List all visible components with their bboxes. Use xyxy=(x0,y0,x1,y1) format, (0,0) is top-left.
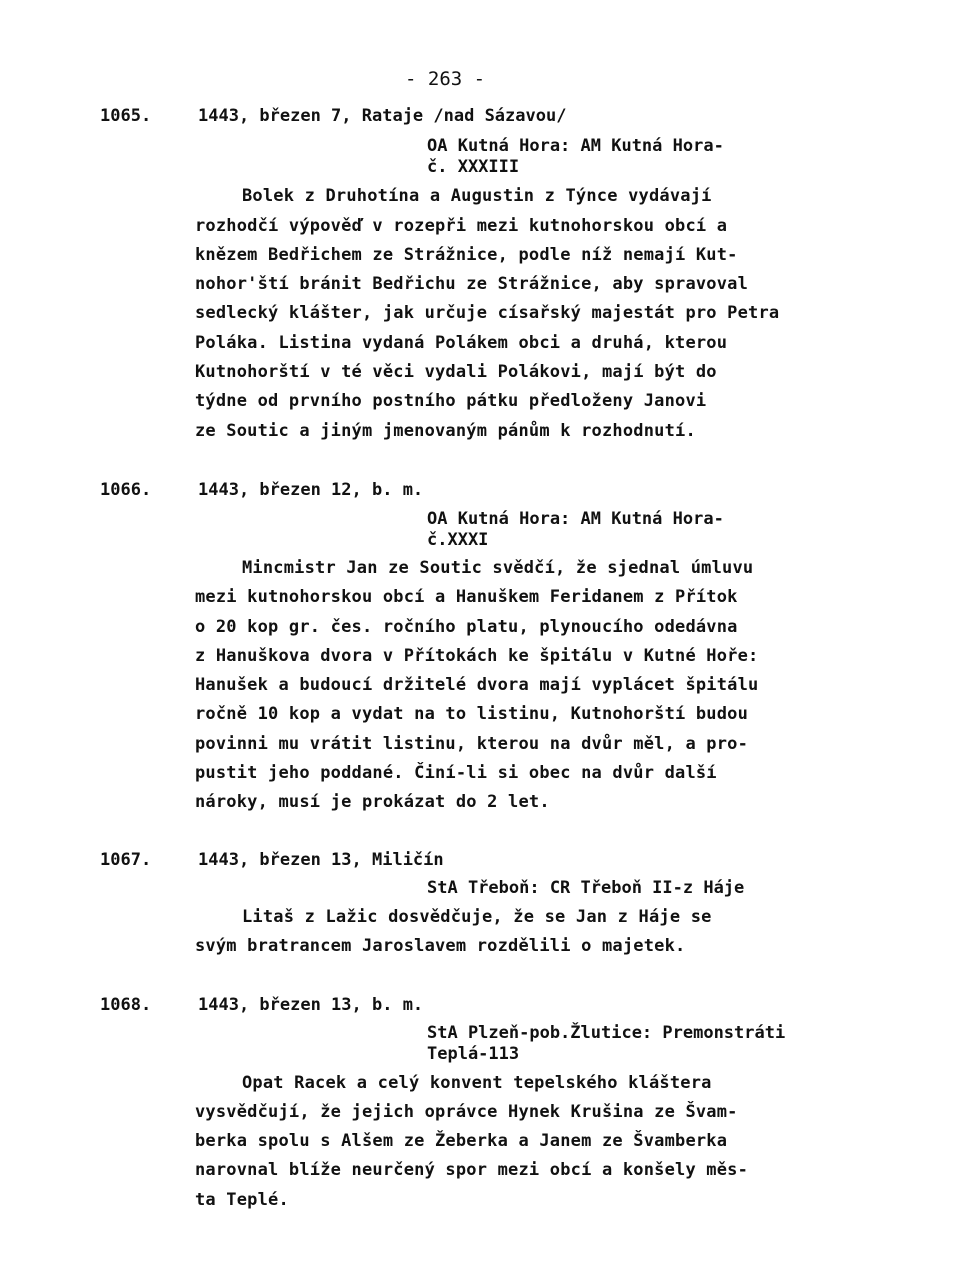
body-line: povinni mu vrátit listinu, kterou na dvůr měl, a pro- xyxy=(195,734,749,754)
entry-heading: 1443, březen 13, b. m. xyxy=(198,995,424,1015)
body-line: ze Soutic a jiným jmenovaným pánům k rozhodnutí. xyxy=(195,421,696,441)
body-line: berka spolu s Alšem ze Žeberka a Janem ze Švamberka xyxy=(195,1131,728,1151)
body-line: nároky, musí je prokázat do 2 let. xyxy=(195,792,550,812)
body-line: Mincmistr Jan ze Soutic svědčí, že sjednal úmluvu xyxy=(242,558,754,578)
entry-number: 1067. xyxy=(100,850,152,870)
body-line: rozhodčí výpověď v rozepři mezi kutnohorskou obcí a xyxy=(195,216,728,236)
body-line: Poláka. Listina vydaná Polákem obci a druhá, kterou xyxy=(195,333,728,353)
body-line: nohor'ští bránit Bedřichu ze Strážnice, aby spravoval xyxy=(195,274,749,294)
archive-reference: č.XXXI xyxy=(427,530,489,550)
entry-number: 1066. xyxy=(100,480,152,500)
body-line: pustit jeho poddané. Činí-li si obec na dvůr další xyxy=(195,763,717,783)
body-line: ročně 10 kop a vydat na to listinu, Kutnohorští budou xyxy=(195,704,749,724)
page-number: - 263 - xyxy=(405,68,486,90)
body-line: mezi kutnohorskou obcí a Hanuškem Feridanem z Přítok xyxy=(195,587,738,607)
body-line: Kutnohorští v té věci vydali Polákovi, mají být do xyxy=(195,362,717,382)
archive-reference: Teplá-113 xyxy=(427,1044,520,1064)
entry-heading: 1443, březen 12, b. m. xyxy=(198,480,424,500)
body-line: vysvědčují, že jejich oprávce Hynek Krušina ze Švam- xyxy=(195,1102,738,1122)
body-line: svým bratrancem Jaroslavem rozdělili o majetek. xyxy=(195,936,686,956)
body-line: Litaš z Lažic dosvědčuje, že se Jan z Háje se xyxy=(242,907,712,927)
archive-reference: OA Kutná Hora: AM Kutná Hora- xyxy=(427,509,724,529)
body-line: ta Teplé. xyxy=(195,1190,289,1210)
body-line: Opat Racek a celý konvent tepelského kláštera xyxy=(242,1073,712,1093)
body-line: knězem Bedřichem ze Strážnice, podle níž nemají Kut- xyxy=(195,245,738,265)
body-line: sedlecký klášter, jak určuje císařský majestát pro Petra xyxy=(195,303,780,323)
body-line: Hanušek a budoucí držitelé dvora mají vyplácet špitálu xyxy=(195,675,759,695)
archive-reference: StA Plzeň-pob.Žlutice: Premonstráti xyxy=(427,1023,786,1043)
body-line: o 20 kop gr. čes. ročního platu, plynoucího odedávna xyxy=(195,617,738,637)
body-line: Bolek z Druhotína a Augustin z Týnce vydávají xyxy=(242,186,712,206)
archive-reference: StA Třeboň: CR Třeboň II-z Háje xyxy=(427,878,745,898)
entry-heading: 1443, březen 13, Miličín xyxy=(198,850,444,870)
body-line: týdne od prvního postního pátku předloženy Janovi xyxy=(195,391,707,411)
body-line: z Hanuškova dvora v Přítokách ke špitálu v Kutné Hoře: xyxy=(195,646,759,666)
archive-reference: č. XXXIII xyxy=(427,157,520,177)
archive-reference: OA Kutná Hora: AM Kutná Hora- xyxy=(427,136,724,156)
entry-number: 1068. xyxy=(100,995,152,1015)
entry-number: 1065. xyxy=(100,106,152,126)
body-line: narovnal blíže neurčený spor mezi obcí a konšely měs- xyxy=(195,1160,749,1180)
entry-heading: 1443, březen 7, Rataje /nad Sázavou/ xyxy=(198,106,567,126)
